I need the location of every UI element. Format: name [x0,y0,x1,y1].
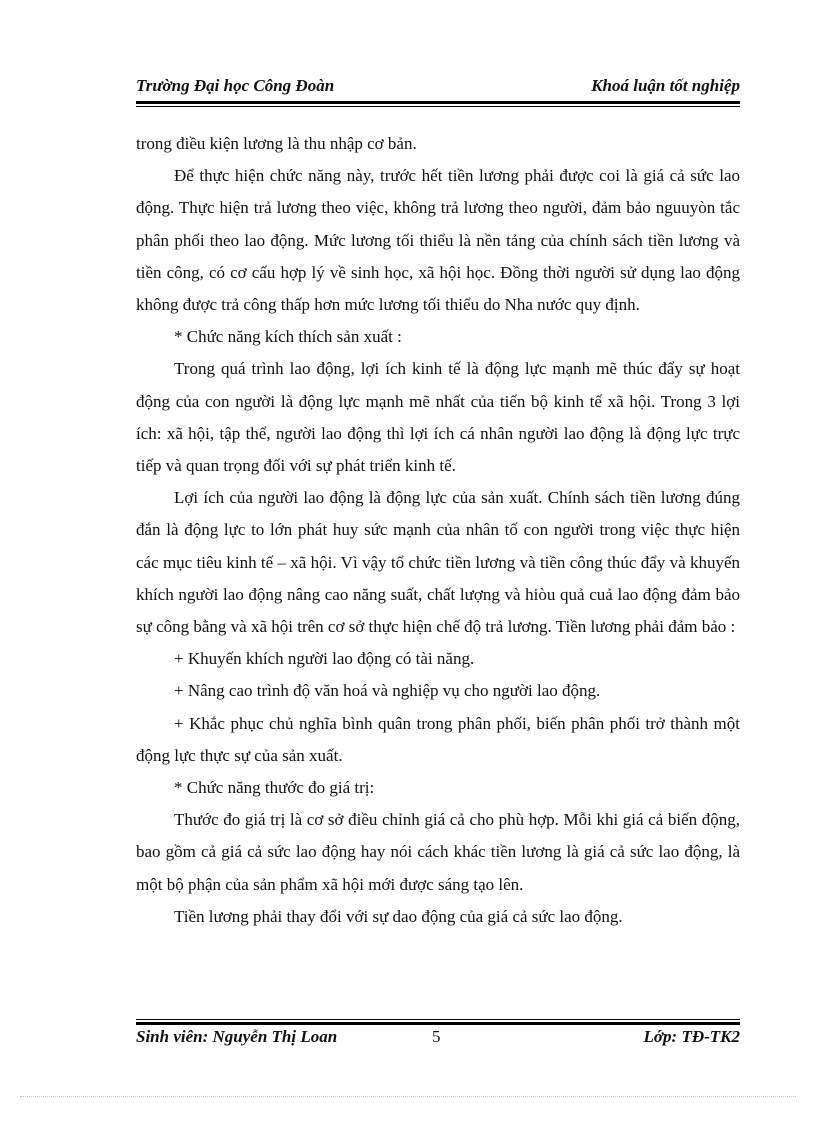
header-document-type: Khoá luận tốt nghiệp [591,76,740,95]
section-heading: * Chức năng thước đo giá trị: [174,778,375,798]
footer-rule-thick [136,1022,740,1025]
header-rule-thin [136,106,740,107]
page-bottom-divider [20,1096,796,1097]
page-body [136,128,740,933]
paragraph: Để thực hiện chức năng này, trước hết tiền lương phải được coi là giá cả sức lao động. Thực hiện trả lương theo việc, không trả lương theo người, đảm bảo nguuyòn tắc phân phối theo lao động. Mức lương tối thiểu là nền tảng của chính sách tiền lương và tiền công, có cơ cấu hợp lý về sinh học, xã hội học. Đồng thời người sử dụng lao động không được trả công thấp hơn mức lương tối thiểu do Nha nước quy định. [136,166,740,315]
paragraph: Thước đo giá trị là cơ sở điều chỉnh giá cả cho phù hợp. Mỗi khi giá cả biến động, bao gồm cả giá cả sức lao động hay nói cách khác tiền lương là giá cả sức lao động, là một bộ phận của sản phẩm xã hội mới được sáng tạo lên. [136,810,740,894]
list-item: + Nâng cao trình độ văn hoá và nghiệp vụ cho người lao động. [174,681,601,701]
header-rule-thick [136,101,740,104]
list-item: + Khắc phục chủ nghĩa bình quân trong phân phối, biến phân phối trở thành một động lực thực sự của sản xuất. [136,713,740,765]
paragraph: Tiền lương phải thay đổi với sự dao động của giá cả sức lao động. [174,906,623,926]
footer-student-name: Sinh viên: Nguyễn Thị Loan [136,1027,338,1046]
paragraph: trong điều kiện lương là thu nhập cơ bản. [136,134,417,153]
page-footer [136,1027,740,1051]
footer-class-code: Lớp: TĐ-TK2 [643,1027,740,1046]
section-heading: * Chức năng kích thích sản xuất : [174,327,402,347]
paragraph: Trong quá trình lao động, lợi ích kinh tế là động lực mạnh mẽ thúc đẩy sự hoạt động của con người là động lực mạnh mẽ nhất của tiến bộ kinh tế xã hội. Trong 3 lợi ích: xã hội, tập thể, người lao động thì lợi ích cá nhân người lao động là động lực trực tiếp và quan trọng đối với sự phát triển kinh tế. [136,359,740,476]
footer-rule-thin [136,1019,740,1020]
page-number: 5 [432,1027,441,1046]
list-item: + Khuyến khích người lao động có tài năng. [174,649,475,669]
header-school-name: Trường Đại học Công Đoàn [136,76,335,95]
paragraph: Lợi ích của người lao động là động lực của sản xuất. Chính sách tiền lương đúng đắn là động lực to lớn phát huy sức mạnh của nhân tố con người trong việc thực hiện các mục tiêu kinh tế – xã hội. Vì vậy tổ chức tiền lương và tiền công thúc đẩy và khuyến khích người lao động nâng cao năng suất, chất lượng và hiòu quả cuả lao động đảm bảo sự công bằng và xã hội trên cơ sở thực hiện chế độ trả lương. Tiền lương phải đảm bảo : [136,488,740,637]
page-header [136,76,740,100]
